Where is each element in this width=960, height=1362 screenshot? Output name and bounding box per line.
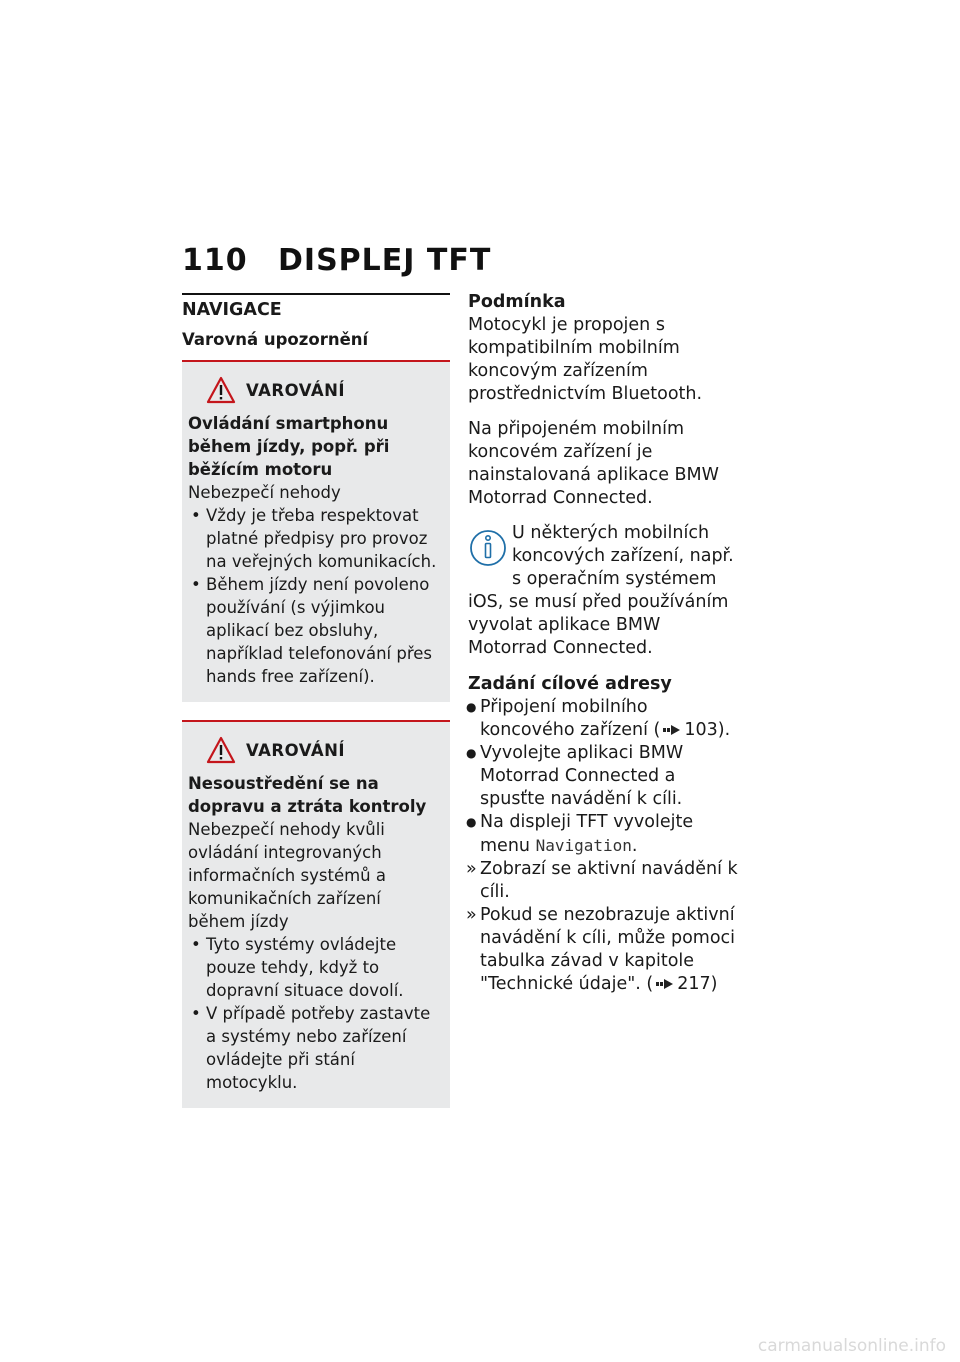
step-text: Připojení mobilního koncového zařízení (: [480, 697, 661, 740]
info-text: U některých mobilních koncových zařízení, např. s operačním systémem iOS, se musí před používáním vyvolat aplikace BMW Motorrad Connected.: [468, 523, 734, 658]
list-item: • V případě potřeby zastavte a systémy nebo zařízení ovládejte při stání motocyklu.: [188, 1002, 442, 1094]
condition-paragraph: Motocykl je propojen s kompatibilním mobilním koncovým zařízením prostřednictvím Bluetooth.: [468, 315, 703, 404]
list-item: [468, 904, 742, 996]
info-note: [468, 522, 742, 660]
page-ref-arrow-icon: [656, 978, 674, 990]
warning-triangle-icon: [206, 376, 236, 404]
page-number: 110: [182, 243, 248, 278]
page-header: [182, 243, 491, 278]
chapter-title: DISPLEJ TFT: [278, 243, 492, 278]
warning-label: VAROVÁNÍ: [246, 380, 346, 400]
condition-title: Podmínka: [468, 292, 566, 312]
page-ref[interactable]: 103: [684, 720, 718, 740]
list-item: [468, 696, 742, 742]
header-rule: [182, 293, 450, 295]
step-text: .: [631, 836, 638, 856]
warning-hazard: Nebezpečí nehody kvůli ovládání integrovaných informačních systémů a komunikačních zařízení během jízdy: [188, 820, 386, 931]
menu-name: Navigation: [535, 836, 632, 855]
step-text: Na displeji TFT vyvolejte menu: [480, 812, 694, 856]
step-text: ): [710, 974, 718, 994]
warning-hazard: Nebezpečí nehody: [188, 483, 341, 502]
list-item: • Vždy je třeba respektovat platné předpisy pro provoz na veřejných komunikacích.: [188, 504, 442, 573]
footer-watermark: carmanualsonline.info: [757, 1336, 946, 1356]
page-ref-arrow-icon: [663, 724, 681, 736]
warning-heading: Nesoustředění se na dopravu a ztráta kontroly: [188, 774, 427, 816]
list-item: • Během jízdy není povoleno používání (s výjimkou aplikací bez obsluhy, například telefonování přes hands free zařízení).: [188, 573, 442, 688]
warning-header: [188, 736, 442, 764]
list-item: [468, 811, 742, 858]
warning-triangle-icon: [206, 736, 236, 764]
page-ref[interactable]: 217: [677, 974, 711, 994]
list-item: • Tyto systémy ovládejte pouze tehdy, když to dopravní situace dovolí.: [188, 933, 442, 1002]
destination-title: Zadání cílové adresy: [468, 674, 672, 694]
warning-heading: Ovládání smartphonu během jízdy, popř. při běžícím motoru: [188, 414, 390, 479]
warning-header: [188, 376, 442, 404]
info-icon: [468, 524, 508, 570]
steps-list: [468, 696, 742, 996]
warning-box-1: [182, 362, 450, 702]
condition-paragraph: Na připojeném mobilním koncovém zařízení je nainstalovaná aplikace BMW Motorrad Connected.: [468, 419, 719, 508]
subsection-title: Varovná upozornění: [182, 330, 369, 349]
left-column: [182, 298, 450, 1126]
warning-bullets: [188, 933, 442, 1094]
warning-label: VAROVÁNÍ: [246, 740, 346, 760]
list-item: » Zobrazí se aktivní navádění k cíli.: [468, 858, 742, 904]
step-text: ).: [717, 720, 731, 740]
warning-box-2: [182, 722, 450, 1108]
section-title: NAVIGACE: [182, 300, 282, 320]
right-column: [468, 290, 742, 996]
warning-bullets: [188, 504, 442, 688]
list-item: ● Vyvolejte aplikaci BMW Motorrad Connected a spusťte navádění k cíli.: [468, 742, 742, 811]
step-text: Pokud se nezobrazuje aktivní navádění k cíli, může pomoci tabulka závad v kapitole "Technické údaje". (: [480, 905, 736, 994]
